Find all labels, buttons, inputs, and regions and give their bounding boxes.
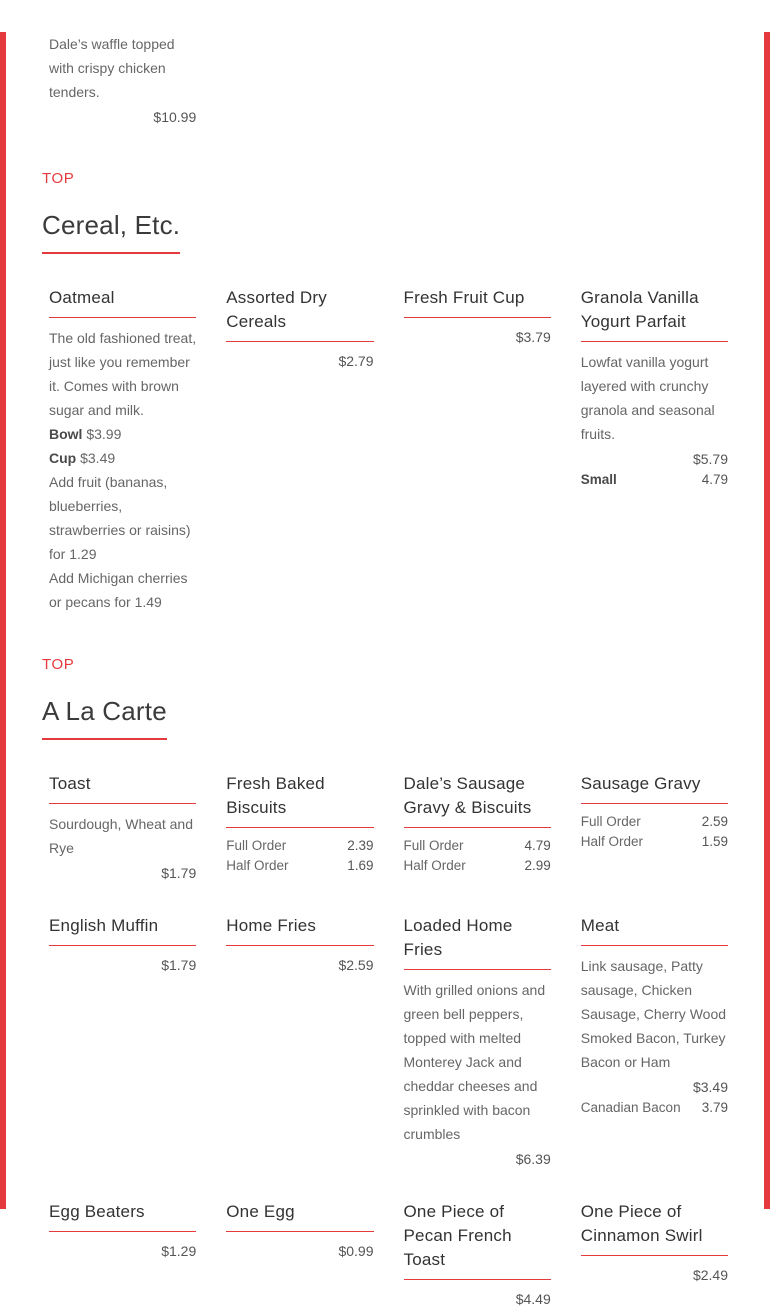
section-heading [42,696,728,740]
item-title: Loaded Home Fries [404,914,551,970]
option-label: Small [580,472,617,487]
menu-item [404,1200,551,1310]
back-to-top-link[interactable]: TOP [42,656,75,673]
menu-item [226,1200,373,1262]
item-title: Fresh Baked Biscuits [226,772,373,828]
menu-item [581,772,728,852]
menu-item [581,286,728,490]
menu-item [226,772,373,876]
option-price: 2.39 [347,838,374,853]
item-option-row [404,856,551,876]
option-label: Full Order [580,814,641,829]
item-price: $1.79 [161,865,197,881]
item-note: Bowl $3.99 [49,426,122,442]
item-size-label: Cup [49,450,77,466]
option-price: 1.59 [701,834,728,849]
option-label: Canadian Bacon [580,1100,681,1115]
option-label: Half Order [226,858,289,873]
item-description: The old fashioned treat, just like you remember it. Comes with brown sugar and milk. [49,330,197,418]
section-title: A La Carte [42,696,167,740]
menu-item [226,914,373,976]
option-price: 4.79 [701,472,728,487]
item-description: Sourdough, Wheat and Rye [49,816,193,856]
option-price: 3.79 [701,1100,728,1115]
menu-section [42,170,728,614]
option-label: Half Order [580,834,644,849]
menu-item [404,772,551,876]
item-price: $6.39 [515,1151,551,1167]
menu-item [49,772,196,884]
item-title: Home Fries [226,914,373,946]
menu-sections [42,170,728,1310]
option-price: 4.79 [524,838,551,853]
option-label: Half Order [403,858,466,873]
item-description: Dale’s waffle topped with crispy chicken tenders. [49,36,175,100]
item-description: With grilled onions and green bell peppers, topped with melted Monterey Jack and cheddar cheeses and sprinkled with bacon crumbles [403,982,546,1142]
item-option-row [226,836,373,856]
item-note: Add Michigan cherries or pecans for 1.49 [49,570,188,610]
item-note: Cup $3.49 [49,450,116,466]
menu-item [404,286,551,348]
menu-item [49,1200,196,1262]
item-price: $3.49 [692,1079,728,1095]
menu-item [49,914,196,976]
item-option-row [581,812,728,832]
option-price: 2.59 [701,814,728,829]
back-to-top-link[interactable]: TOP [42,170,75,187]
intro-row [42,32,728,128]
item-option-row [581,1098,728,1118]
item-price: $5.79 [692,451,728,467]
section-heading [42,210,728,254]
item-title: One Piece of Pecan French Toast [404,1200,551,1280]
item-size-label: Bowl [49,426,83,442]
item-title: Fresh Fruit Cup [404,286,551,318]
item-title: Dale’s Sausage Gravy & Biscuits [404,772,551,828]
menu-item [49,32,196,128]
menu-item [404,914,551,1170]
item-title: Granola Vanilla Yogurt Parfait [581,286,728,342]
item-description: Link sausage, Patty sausage, Chicken Sausage, Cherry Wood Smoked Bacon, Turkey Bacon or Ham [580,958,727,1070]
item-price: $10.99 [153,109,197,125]
item-title: Sausage Gravy [581,772,728,804]
item-title: Egg Beaters [49,1200,196,1232]
item-title: One Piece of Cinnamon Swirl [581,1200,728,1256]
option-price: 2.99 [524,858,551,873]
item-price: $3.79 [515,329,551,345]
item-title: Oatmeal [49,286,196,318]
item-price: $4.49 [515,1291,551,1307]
option-label: Full Order [226,838,287,853]
menu-section [42,656,728,1310]
item-price: $0.99 [338,1243,374,1259]
item-title: English Muffin [49,914,196,946]
menu-grid [42,772,728,1310]
menu-item [581,914,728,1118]
item-title: Meat [581,914,728,946]
option-price: 1.69 [347,858,374,873]
item-price: $2.79 [338,353,374,369]
item-title: One Egg [226,1200,373,1232]
item-price: $2.49 [692,1267,728,1283]
item-title: Assorted Dry Cereals [226,286,373,342]
menu-page [6,32,764,1310]
menu-item [226,286,373,372]
item-description: Lowfat vanilla yogurt layered with crunchy granola and seasonal fruits. [580,354,715,442]
item-price: $1.79 [161,957,197,973]
menu-item [581,1200,728,1286]
item-price: $2.59 [338,957,374,973]
item-option-row [581,470,728,490]
item-price: $1.29 [161,1243,197,1259]
item-option-row [226,856,373,876]
item-option-row [404,836,551,856]
option-label: Full Order [403,838,464,853]
item-option-row [581,832,728,852]
menu-item [49,286,196,614]
item-note: Add fruit (bananas, blueberries, strawberries or raisins) for 1.29 [49,474,191,562]
section-title: Cereal, Etc. [42,210,180,254]
menu-grid [42,286,728,614]
item-title: Toast [49,772,196,804]
